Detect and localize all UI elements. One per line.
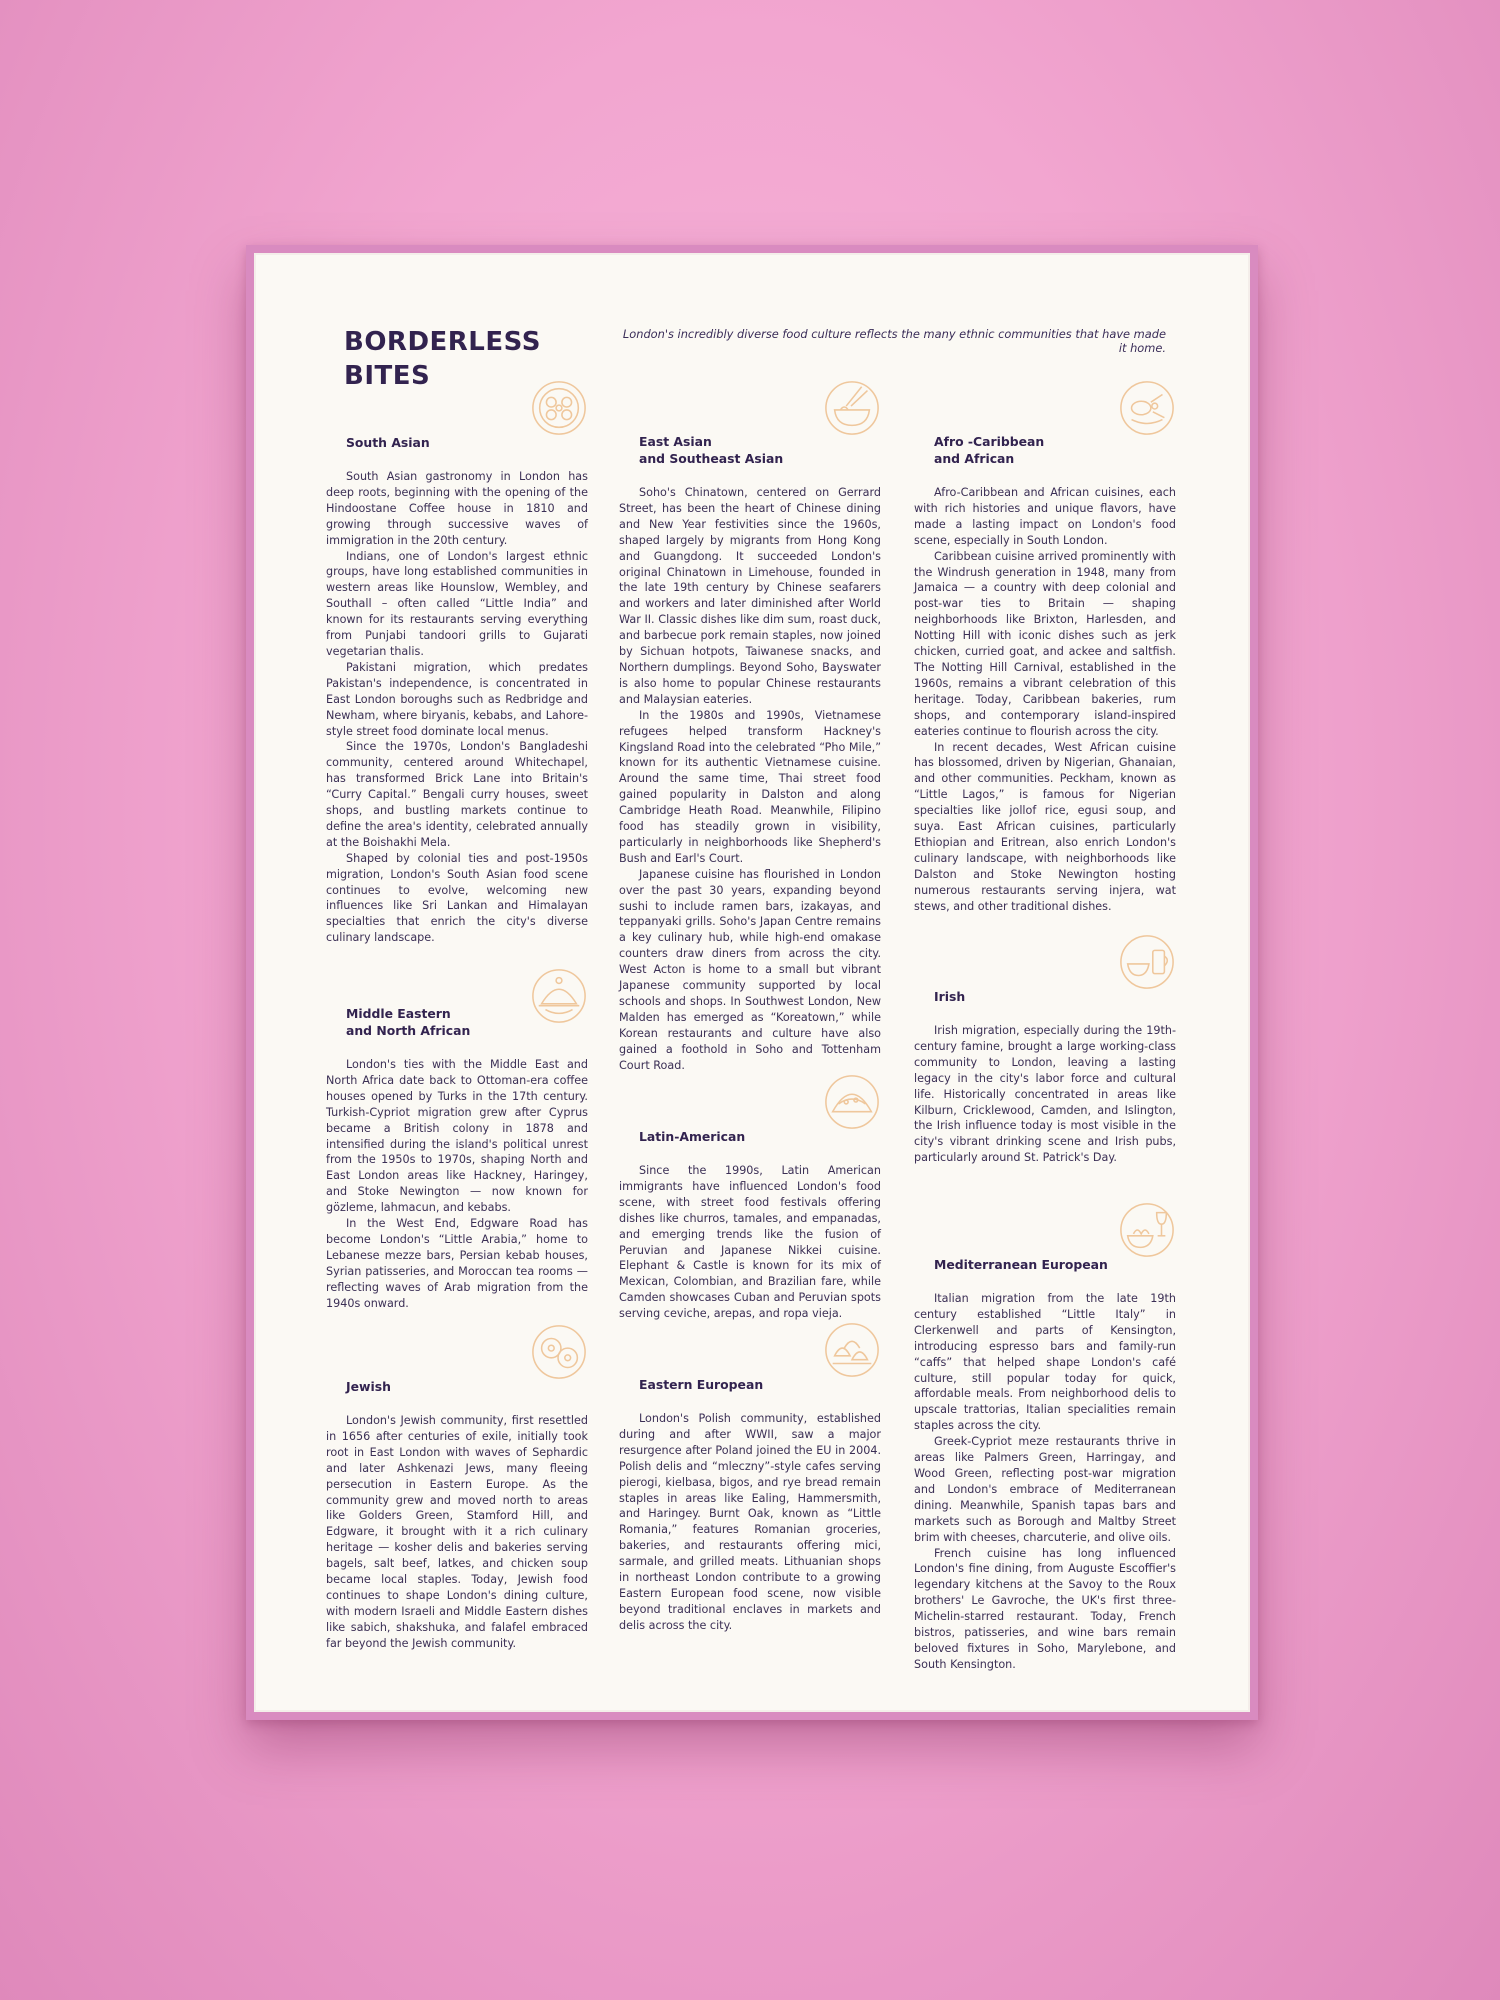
- paragraph: Since the 1970s, London's Bangladeshi community, centered around Whitechapel, has transformed Brick Lane into Britain's “Curry Capital.” Bengali curry houses, sweet shops, and bustling markets continue to define the area's identity, celebrated annually at the Boishakhi Mela.: [326, 740, 588, 849]
- section-body: [326, 1413, 588, 1652]
- section-irish: [914, 933, 1176, 1166]
- section-mediterranean: [914, 1201, 1176, 1673]
- paragraph: South Asian gastronomy in London has deep roots, beginning with the opening of the Hindoostane Coffee house in 1810 and growing through successive waves of immigration in the 20th century.: [326, 470, 588, 547]
- section-header: [914, 379, 1176, 477]
- section-header: [619, 379, 881, 477]
- section-jewish: [326, 1323, 588, 1652]
- section-latin-american: [619, 1073, 881, 1322]
- section-heading: South Asian: [346, 435, 430, 450]
- paragraph: London's ties with the Middle East and North Africa date back to Ottoman-era coffee houses opened by Turks in the 17th century. Turkish-Cypriot migration grew after Cyprus became a British colony in 1878 and intensified during the island's political unrest from the 1950s to 1970s, shaping North and East London areas like Hackney, Haringey, and Stoke Newington — now known for gözleme, lahmacun, and kebabs.: [326, 1058, 588, 1215]
- paragraph: Shaped by colonial ties and post-1950s migration, London's South Asian food scene continues to evolve, welcoming new influences like Sri Lankan and Himalayan specialties that enrich the city's diverse culinary landscape.: [326, 851, 588, 945]
- poster-frame: [246, 245, 1258, 1720]
- pasta-wine-icon: [1118, 1201, 1176, 1259]
- paragraph: In the West End, Edgware Road has become London's “Little Arabia,” home to Lebanese mezze bars, Persian kebab houses, Syrian patisseries, and Moroccan tea rooms — reflecting waves of Arab migration from the 1940s onward.: [326, 1217, 588, 1310]
- jerk-plate-icon: [1118, 379, 1176, 437]
- paragraph: Caribbean cuisine arrived prominently with the Windrush generation in 1948, many from Jamaica — a country with deep colonial and post-war ties to Britain — shaping neighborhoods like Brixton, Harlesden, and Notting Hill with iconic dishes such as jerk chicken, curried goat, and ackee and saltfish. The Notting Hill Carnival, established in the 1960s, remains a vibrant celebration of this heritage. Today, Caribbean bakeries, rum shops, and contemporary island-inspired eateries continue to flourish across the city.: [914, 549, 1176, 738]
- section-header: [619, 1073, 881, 1155]
- paragraph: In the 1980s and 1990s, Vietnamese refugees helped transform Hackney's Kingsland Road into the celebrated “Pho Mile,” known for its authentic Vietnamese cuisine. Around the same time, Thai street food gained popularity in Dalston and along Cambridge Heath Road. Meanwhile, Filipino food has steadily grown in visibility, particularly in neighborhoods like Shepherd's Bush and Earl's Court.: [619, 708, 882, 865]
- title-line-2: BITES: [344, 361, 431, 391]
- section-body: [619, 485, 881, 1074]
- section-body: [914, 1023, 1176, 1166]
- section-header: [326, 379, 588, 461]
- paragraph: Japanese cuisine has flourished in London over the past 30 years, expanding beyond sushi to include ramen bars, izakayas, and teppanyaki grills. Soho's Japan Centre remains a key culinary hub, while high-end omakase counters draw diners from across the city. West Acton is home to a small but vibrant Japanese community supported by local schools and shops. In Southwest London, New Malden has emerged as “Koreatown,” while Korean restaurants and culture have also gained a foothold in Soho and Tottenham Court Road.: [619, 867, 881, 1072]
- section-body: [914, 1291, 1176, 1673]
- section-afro-caribbean: [914, 379, 1176, 914]
- poster-paper: [254, 253, 1250, 1712]
- section-east-asian: [619, 379, 881, 1074]
- dumplings-icon: [823, 1321, 881, 1379]
- bagel-icon: [530, 1323, 588, 1381]
- section-heading: Latin-American: [639, 1129, 746, 1144]
- section-header: [914, 1201, 1176, 1283]
- paragraph: Afro-Caribbean and African cuisines, each with rich histories and unique flavors, have made a lasting impact on London's food scene, especially in South London.: [914, 486, 1176, 547]
- paragraph: Italian migration from the late 19th century established “Little Italy” in Clerkenwell and parts of Kensington, introducing espresso bars and family-run “caffs” that helped shape London's café culture, still popular today for quick, affordable meals. From neighborhood delis to upscale trattorias, Italian specialities remain staples across the city.: [914, 1292, 1176, 1433]
- thali-plate-icon: [530, 379, 588, 437]
- paragraph: London's Jewish community, first resettled in 1656 after centuries of exile, initially took root in East London with waves of Sephardic and later Ashkenazi Jews, many fleeing persecution in Eastern Europe. As the community grew and moved north to areas like Golders Green, Stamford Hill, and Edgware, it brought with it a rich culinary heritage — kosher delis and bakeries serving bagels, salt beef, latkes, and chicken soup became local staples. Today, Jewish food continues to shape London's dining culture, with modern Israeli and Middle Eastern dishes like sabich, shakshuka, and falafel embraced far beyond the Jewish community.: [326, 1414, 588, 1650]
- section-heading: Eastern European: [639, 1377, 764, 1392]
- section-south-asian: [326, 379, 588, 946]
- paragraph: Since the 1990s, Latin American immigrants have influenced London's food scene, with street food festivals offering dishes like churros, tamales, and empanadas, and emerging trends like the fusion of Peruvian and Japanese Nikkei cuisine. Elephant & Castle is known for its mix of Mexican, Colombian, and Brazilian fare, while Camden showcases Cuban and Peruvian spots serving ceviche, arepas, and ropa vieja.: [619, 1164, 881, 1321]
- section-body: [326, 469, 588, 946]
- paragraph: In recent decades, West African cuisine has blossomed, driven by Nigerian, Ghanaian, and other communities. Peckham, known as “Little Lagos,” is famous for Nigerian specialties like jollof rice, egusi soup, and suya. East African cuisines, particularly Ethiopian and Eritrean, also enrich London's culinary landscape, with neighborhoods like Dalston and Stoke Newington hosting numerous restaurants serving injera, wat stews, and other traditional dishes.: [914, 740, 1176, 913]
- section-header: [326, 967, 588, 1049]
- section-heading: Mediterranean European: [934, 1257, 1108, 1272]
- section-body: [914, 485, 1176, 914]
- title-line-1: BORDERLESS: [344, 327, 541, 357]
- taco-icon: [823, 1073, 881, 1131]
- paragraph: Pakistani migration, which predates Pakistan's independence, is concentrated in East London boroughs such as Redbridge and Newham, where biryanis, kebabs, and Lahore-style street food dominate local menus.: [326, 660, 588, 738]
- section-heading: Afro -Caribbean and African: [934, 434, 1045, 466]
- section-eastern-european: [619, 1321, 881, 1634]
- paragraph: French cuisine has long influenced London's fine dining, from Auguste Escoffier's legendary kitchens at the Savoy to the Roux brothers' Le Gavroche, the UK's first three-Michelin-starred restaurant. Today, French bistros, patisseries, and wine bars remain beloved fixtures in Soho, Marylebone, and South Kensington.: [914, 1546, 1176, 1671]
- section-heading: Jewish: [346, 1379, 391, 1394]
- poster-tagline: London's incredibly diverse food culture reflects the many ethnic communities that have made it home.: [622, 327, 1166, 355]
- paragraph: Soho's Chinatown, centered on Gerrard Street, has been the heart of Chinese dining and New Year festivities since the 1960s, shaped largely by migrants from Hong Kong and Guangdong. It succeeded London's original Chinatown in Limehouse, founded in the late 19th century by Chinese seafarers and workers and later diminished after World War II. Classic dishes like dim sum, roast duck, and barbecue pork remain staples, now joined by Sichuan hotpots, Taiwanese snacks, and Northern dumplings. Beyond Soho, Bayswater is also home to popular Chinese restaurants and Malaysian eateries.: [619, 486, 881, 706]
- section-heading: East Asian and Southeast Asian: [639, 434, 784, 466]
- paragraph: Greek-Cypriot meze restaurants thrive in areas like Palmers Green, Harringay, and Wood Green, reflecting post-war migration and London's embrace of Mediterranean dining. Meanwhile, Spanish tapas bars and markets such as Borough and Maltby Street brim with cheeses, charcuterie, and olive oils.: [914, 1435, 1176, 1544]
- section-heading: Middle Eastern and North African: [346, 1006, 471, 1038]
- section-heading: Irish: [934, 989, 966, 1004]
- chopsticks-bowl-icon: [823, 379, 881, 437]
- section-body: [619, 1411, 881, 1634]
- tagine-icon: [530, 967, 588, 1025]
- section-header: [619, 1321, 881, 1403]
- section-body: [326, 1057, 588, 1312]
- section-header: [914, 933, 1176, 1015]
- section-middle-eastern: [326, 967, 588, 1312]
- section-header: [326, 1323, 588, 1405]
- paragraph: Indians, one of London's largest ethnic groups, have long established communities in western areas like Hounslow, Wembley, and Southall – often called “Little India” and known for its restaurants serving everything from Punjabi tandoori grills to Gujarati vegetarian thalis.: [326, 549, 588, 658]
- section-body: [619, 1163, 881, 1322]
- stew-and-pint-icon: [1118, 933, 1176, 991]
- paragraph: Irish migration, especially during the 19th-century famine, brought a large working-class community to London, leaving a lasting legacy in the city's labor force and cultural life. Historically concentrated in areas like Kilburn, Cricklewood, Camden, and Islington, the Irish influence today is most visible in the city's vibrant drinking scene and Irish pubs, particularly around St. Patrick's Day.: [914, 1024, 1176, 1165]
- paragraph: London's Polish community, established during and after WWII, saw a major resurgence after Poland joined the EU in 2004. Polish delis and “mleczny”-style cafes serving pierogi, kielbasa, bigos, and rye bread remain staples in areas like Ealing, Hammersmith, and Haringey. Burnt Oak, known as “Little Romania,” features Romanian groceries, bakeries, and restaurants offering mici, sarmale, and grilled meats. Lithuanian shops in northeast London contribute to a growing Eastern European food scene, now visible beyond traditional enclaves in markets and delis across the city.: [619, 1412, 881, 1632]
